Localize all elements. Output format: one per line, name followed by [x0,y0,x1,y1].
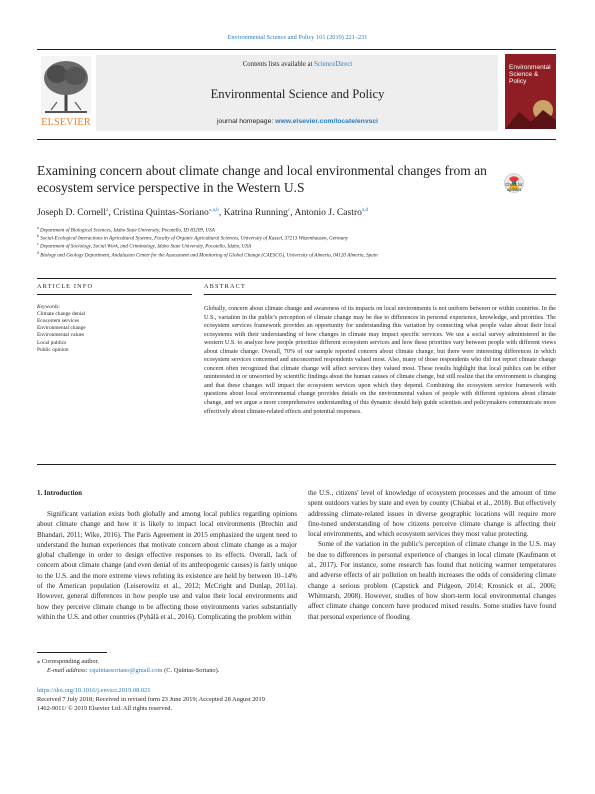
author-separator: , [290,207,295,219]
author-affil-mark[interactable]: c [287,207,291,213]
doi-link[interactable]: https://doi.org/10.1016/j.envsci.2019.08.021 [37,687,151,694]
affiliation-text: Department of Sociology, Social Work, and Criminology, Idaho State University, Pocatello, Idaho, USA [39,243,252,250]
body-paragraph: Some of the variation in the public's perception of climate change in the U.S. may be due to differences in personal experience of changes in local climate (Kaufmann et al., 2017). For instance, some research has found that noticing warmer temperatures and adverse effects of air pollution on health increases the odds of considering climate change a serious problem (Capstick and Pidgeon, 2014; Krosnick et al., 2006; Whitmarsh, 2008). However, studies of how short-term local environmental changes affect climate change concern have produced mixed results. Some studies have found that personal experience of flooding [308,540,556,621]
keyword-item: Climate change denial [37,311,86,317]
author-name[interactable]: Katrina Running [223,207,288,219]
email-suffix: (C. Quintas-Soriano). [162,667,220,674]
affiliation [37,241,557,250]
abstract-heading: ABSTRACT [204,283,246,290]
affiliation-mark: d [37,251,39,255]
author-affil-mark[interactable]: a,d [361,207,369,213]
body-column-left [37,509,297,622]
author-affil-mark[interactable]: ⁎,a,b [208,207,219,213]
received-dates: Received 7 July 2018; Received in revised form 23 June 2019; Accepted 28 August 2019 [37,696,265,703]
affiliation-text: Department of Biological Sciences, Idaho State University, Pocatello, ID 83209, USA [39,227,215,234]
keyword-item: Local publics [37,340,67,346]
body-paragraph: Significant variation exists both globally and among local publics regarding opinions about climate change and how it is likely to impact local environments (Brechin and Bhandari, 2011; Wike, 2016). The Paris Agreement in 2015 emphasized the urgent need to understand the human experiences that motivate concern about climate change as a major global challenge in order to design effective responses to its effects. Overall, lack of concern about climate change (and even denial of its anthropogenic causes) is fairly unique to the U.S. and the more extreme views refuting its existence are held by between 10–14% of the American population (Leiserowitz et al., 2012; McCright and Dunlap, 2011a). However, general differences in how people use and value their local environments and how they perceive climate change to be affecting those environments varies substantially within the U.S. and other countries (Pyhälä et al., 2016). Complicating the problem within [37,510,297,621]
email-label: E-mail address: [47,667,90,674]
homepage-prefix: journal homepage: [216,118,276,125]
author-separator: , [218,207,224,219]
author-name[interactable]: Joseph D. Cornell [37,207,107,219]
author-name[interactable]: Cristina Quintas-Soriano [113,207,209,219]
article-info-rule [37,294,192,295]
corresponding-author-note: ⁎ Corresponding author. [37,658,99,665]
sciencedirect-link[interactable]: ScienceDirect [314,61,353,68]
email-line [47,666,219,675]
publisher-name: ELSEVIER [41,117,91,128]
keyword-item: Ecosystem services [37,318,80,324]
cover-title: Environmental Science & Policy [509,64,551,85]
affiliation [37,250,557,259]
affiliation-mark: c [37,242,39,246]
body-paragraph: the U.S., citizens' level of knowledge of ecosystem processes and the amount of time spent outdoors varies by state and even by county (Chiabai et al., 2018). But effectively addressing climate-related issues in diverse geographic locations will require more fine-tuned understanding of how citizens perceive climate change is affecting their local environments, and which ecosystem services they most value protecting. [308,489,556,539]
affiliation-mark: a [37,226,39,230]
homepage-link[interactable]: www.elsevier.com/locate/envsci [275,118,379,125]
contents-prefix: Contents lists available at [242,61,315,68]
affiliation-text: Social-Ecological Interactions in Agricultural Systems, Faculty of Organic Agricultural Sciences, University of Kassel, 37213 Witzenhausen, Germany [40,235,349,242]
cover-art [505,96,556,129]
keyword-item: Environmental values [37,332,85,338]
abstract-rule [204,294,556,295]
email-link[interactable]: cquintassoriano@gmail.com [89,667,163,674]
keyword-item: Public opinion [37,347,69,353]
abstract-bottom-rule [37,464,556,465]
keyword-item: Environmental change [37,325,86,331]
article-title: Examining concern about climate change and local environmental changes from an ecosystem service perspective in the Western U.S [37,163,487,195]
copyright-notice: 1462-9011/ © 2019 Elsevier Ltd. All rights reserved. [37,705,173,712]
abstract-text: Globally, concern about climate change and awareness of its impacts on local environments is not uniform between or within countries. In the U.S., variation in the public's perception of climate change may be due to differences in personal experience, knowledge, and priorities. The ecosystem services framework provides an opportunity for understanding this variation by connecting what people value about their local ecosystems with their understanding of how changes in climate may impact specific services. We use a social survey administered in the western U.S. to analyze how people prioritize different ecosystem services and how these priorities vary between people with different views about climate change. Overall, 70% of our sample reported concern about climate change, but there were interesting differences in which ecosystem services concerned and unconcerned respondents valued most. Also, many of those respondents who did not report climate change concern often recognized that climate change will affect services they valued most. These results highlight that local publics can be either uninterested in or unworried by scientific findings about the human causes of climate change, but still realize that the environment is changing and that these changes will impact the ecosystem services upon which they depend. Combining the ecosystem service framework with questions about local environmental change provides details on the environmental values of people with different opinions about climate change, and we argue a more comprehensive understanding of this dynamic should help guide scientists and policymakers communicate more effectively about climate-related effects and potential responses. [204,306,556,415]
journal-title: Environmental Science and Policy [210,87,385,101]
author-list [37,207,557,218]
journal-reference[interactable]: Environmental Science and Policy 101 (2019) 221–231 [227,34,368,41]
check-for-updates-label[interactable]: Check for updates [505,182,523,192]
article-info-heading: ARTICLE INFO [37,283,94,290]
body-column-right [308,488,556,622]
author-name[interactable]: Antonio J. Castro [294,207,362,219]
author-affil-mark[interactable]: a [106,207,109,213]
footnote-rule [37,652,107,653]
section-rule [37,278,556,279]
keywords-label: Keywords: [37,304,61,310]
section-heading-introduction: 1. Introduction [37,489,82,497]
affiliation-text: Biology and Geology Department, Andalusian Center for the Assessment and Monitoring of Global Change (CAESCG), University of Almeria, 04120 Almería, Spain [40,252,378,259]
affiliation-mark: b [37,234,39,238]
author-separator: , [108,207,114,219]
